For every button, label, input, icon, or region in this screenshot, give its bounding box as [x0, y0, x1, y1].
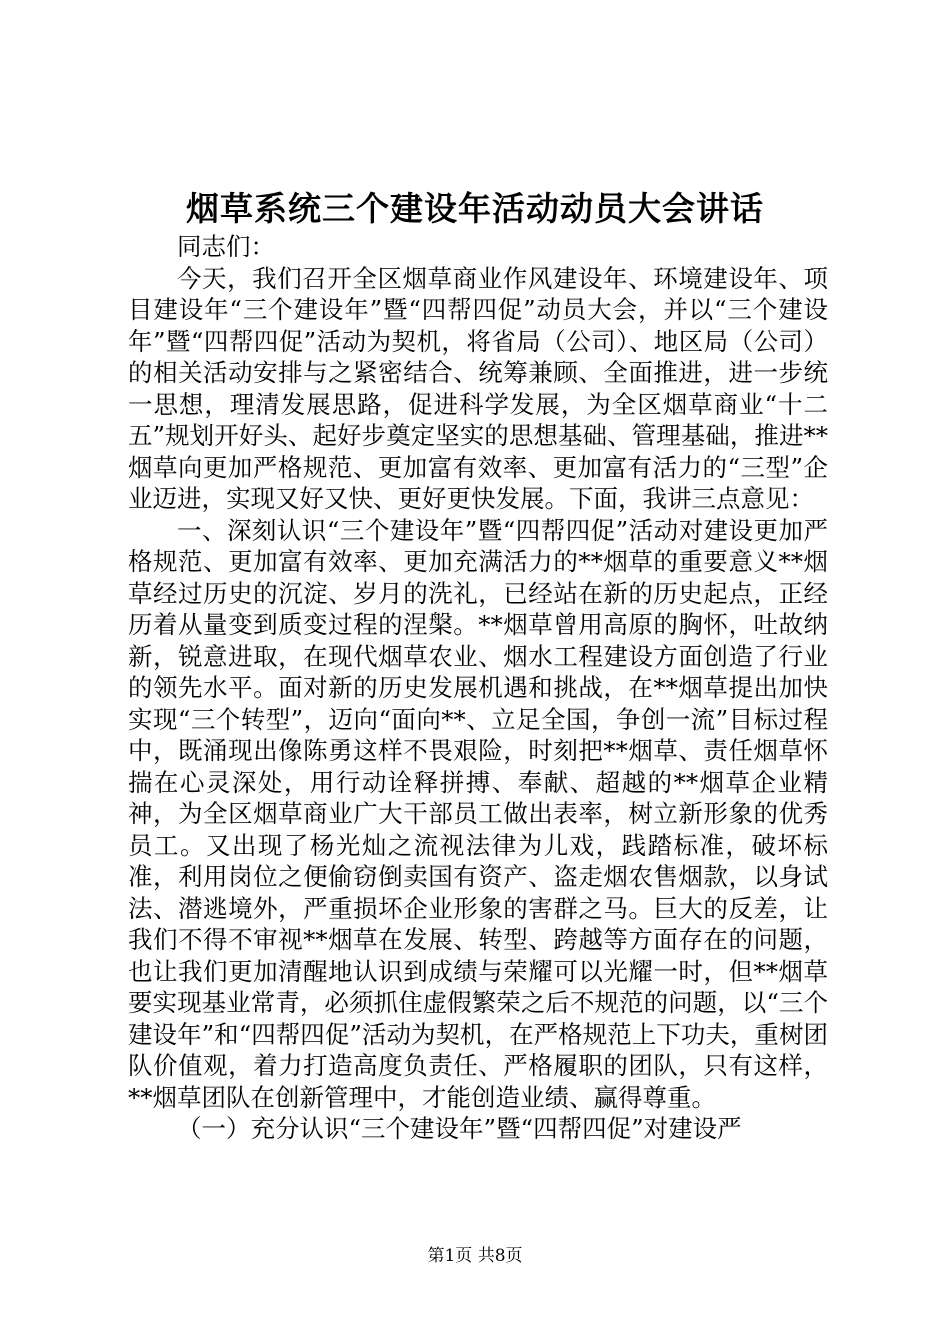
page-footer: 第1页 共8页: [427, 1246, 523, 1266]
paragraph-section-one: 一、深刻认识“三个建设年”暨“四帮四促”活动对建设更加严格规范、更加富有效率、更加充满活力的**烟草的重要意义**烟草经过历史的沉淀、岁月的洗礼，已经站在新的历史起点，正经历着从量变到质变过程的涅槃。**烟草曾用高原的胸怀，吐故纳新，锐意进取，在现代烟草农业、烟水工程建设方面创造了行业的领先水平。面对新的历史发展机遇和挑战，在**烟草提出加快实现“三个转型”，迈向“面向**、立足全国，争创一流”目标过程中，既涌现出像陈勇这样不畏艰险，时刻把**烟草、责任烟草怀揣在心灵深处，用行动诠释拼搏、奉献、超越的**烟草企业精神，为全区烟草商业广大干部员工做出表率，树立新形象的优秀员工。又出现了杨光灿之流视法律为儿戏，践踏标准，破坏标准，利用岗位之便偷窃倒卖国有资产、盗走烟农售烟款，以身试法、潜逃境外，严重损坏企业形象的害群之马。巨大的反差，让我们不得不审视**烟草在发展、转型、跨越等方面存在的问题，也让我们更加清醒地认识到成绩与荣耀可以光耀一时，但**烟草要实现基业常青，必须抓住虚假繁荣之后不规范的问题，以“三个建设年”和“四帮四促”活动为契机，在严格规范上下功夫，重树团队价值观，着力打造高度负责任、严格履职的团队，只有这样，**烟草团队在创新管理中，才能创造业绩、赢得尊重。: [128, 515, 828, 1112]
document-body: [128, 231, 828, 1145]
document-title: 烟草系统三个建设年活动动员大会讲话: [186, 189, 764, 228]
paragraph-salutation: 同志们：: [177, 232, 275, 261]
paragraph-intro: 今天，我们召开全区烟草商业作风建设年、环境建设年、项目建设年“三个建设年”暨“四帮四促”动员大会，并以“三个建设年”暨“四帮四促”活动为契机，将省局（公司）、地区局（公司）的相关活动安排与之紧密结合、统筹兼顾、全面推进，进一步统一思想，理清发展思路，促进科学发展，为全区烟草商业“十二五”规划开好头、起好步奠定坚实的思想基础、管理基础，推进**烟草向更加严格规范、更加富有效率、更加富有活力的“三型”企业迈进，实现又好又快、更好更快发展。下面，我讲三点意见：: [128, 263, 828, 513]
paragraph-subsection-one: （一）充分认识“三个建设年”暨“四帮四促”对建设严: [177, 1114, 742, 1143]
